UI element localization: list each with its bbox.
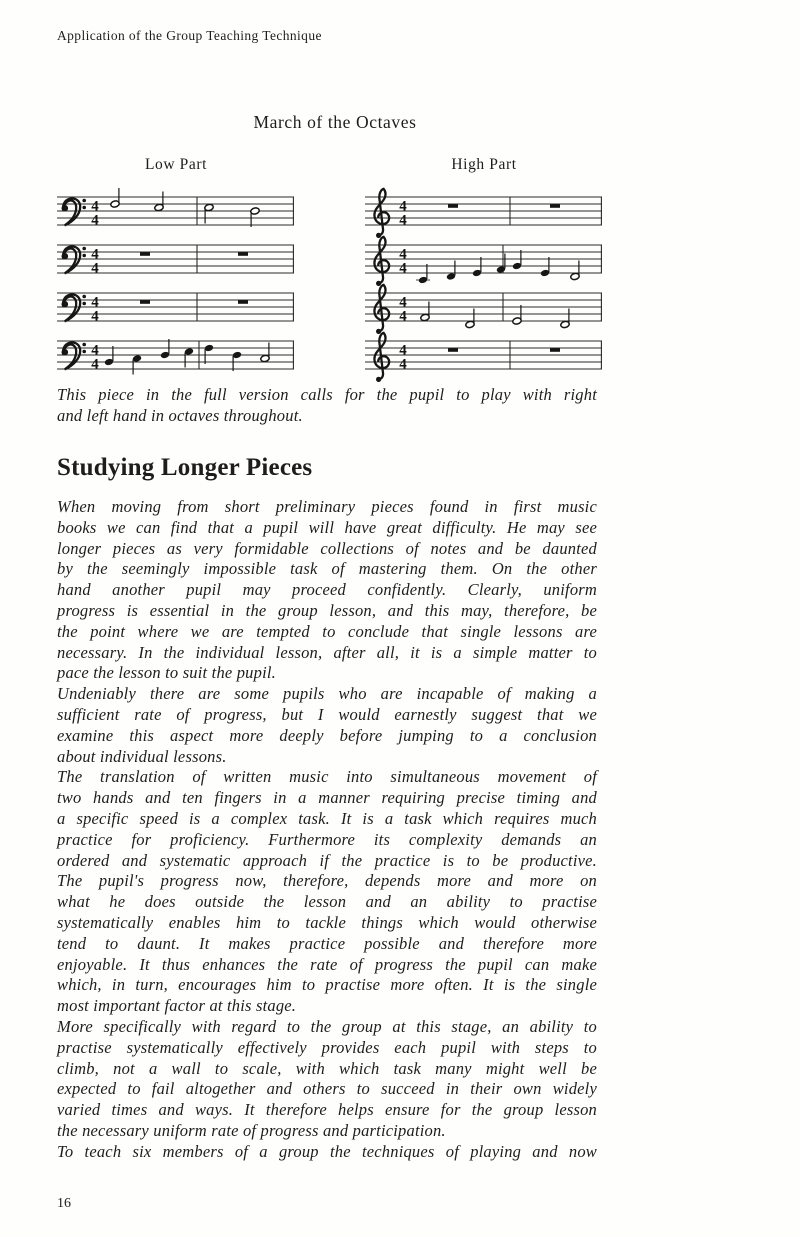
time-signature-upper: 4 [91, 246, 99, 263]
bass-clef-icon [63, 342, 80, 369]
time-signature-upper: 4 [91, 294, 99, 311]
text-line: This piece in the full version calls for the pupil to play with right [57, 385, 597, 404]
treble-clef-icon [374, 285, 389, 331]
text-line: expected to fail altogether and others to succeed in their own widely [57, 1079, 597, 1099]
paragraph [57, 767, 597, 871]
time-signature-lower: 4 [91, 356, 99, 373]
bass-clef-icon [63, 246, 80, 273]
text-line: ordered and systematic approach if the practice is to be productive. [57, 850, 597, 870]
high-part-staves [365, 185, 603, 387]
bass-clef-icon [63, 198, 80, 225]
score-title: March of the Octaves [253, 112, 417, 132]
text-line: which, in turn, encourages him to practise more often. It is the single [57, 975, 597, 995]
text-line: what he does outside the lesson and an ability to practise [57, 892, 597, 912]
whole-rest [140, 300, 150, 304]
time-signature-lower: 4 [399, 308, 407, 325]
paragraph [57, 871, 597, 1017]
paragraph [57, 1017, 597, 1142]
low-part-staves [57, 185, 295, 387]
time-signature-lower: 4 [91, 308, 99, 325]
text-line: about individual lessons. [57, 746, 227, 766]
staff-high-4 [365, 329, 603, 387]
text-line: by the seemingly impossible task of mastering them. On the other [57, 559, 597, 579]
time-signature-lower: 4 [91, 212, 99, 229]
paragraph [57, 497, 597, 684]
bass-clef-icon [63, 294, 80, 321]
treble-clef-icon [374, 237, 389, 283]
time-signature-lower: 4 [399, 212, 407, 229]
section-heading: Studying Longer Pieces [57, 454, 313, 481]
time-signature-upper: 4 [399, 246, 407, 263]
text-line: and left hand in octaves throughout. [57, 406, 303, 425]
text-line: the point where we are tempted to conclude that single lessons are [57, 621, 597, 641]
text-line: systematically enables him to tackle things which would otherwise [57, 912, 597, 932]
whole-rest [238, 252, 248, 256]
time-signature-upper: 4 [399, 342, 407, 359]
whole-rest [238, 300, 248, 304]
whole-rest [550, 204, 560, 208]
treble-clef-icon [374, 189, 389, 235]
text-line: varied times and ways. It therefore helps ensure for the group lesson [57, 1100, 597, 1120]
text-line: books we can find that a pupil will have great difficulty. He may see [57, 517, 597, 537]
text-line: tend to daunt. It makes practice possible and therefore more [57, 933, 597, 953]
text-line: When moving from short preliminary pieces found in first music [57, 497, 597, 516]
time-signature-lower: 4 [399, 356, 407, 373]
text-line: climb, not a wall to scale, with which task many might well be [57, 1058, 597, 1078]
running-header: Application of the Group Teaching Technique [57, 28, 322, 43]
time-signature-lower: 4 [399, 260, 407, 277]
text-line: To teach six members of a group the techniques of playing and now [57, 1141, 597, 1161]
text-line: examine this aspect more deeply before jumping to a conclusion [57, 725, 597, 745]
text-line: progress is essential in the group lesson, and this may, therefore, be [57, 600, 597, 620]
body-text [57, 497, 597, 1163]
text-line: practice for proficiency. Furthermore its complexity demands an [57, 829, 597, 849]
whole-rest [448, 204, 458, 208]
page-number: 16 [57, 1196, 71, 1211]
time-signature-lower: 4 [91, 260, 99, 277]
text-line: The translation of written music into simultaneous movement of [57, 767, 597, 787]
whole-rest [448, 348, 458, 352]
staff-low-4 [57, 329, 295, 387]
text-line: longer pieces as very formidable collections of notes and be daunted [57, 538, 597, 558]
text-line: pace the lesson to suit the pupil. [57, 663, 276, 683]
paragraph [57, 684, 597, 767]
score-caption [57, 384, 597, 426]
paragraph [57, 1142, 597, 1163]
text-line: most important factor at this stage. [57, 996, 297, 1016]
time-signature-upper: 4 [399, 294, 407, 311]
text-line: practise systematically effectively provides each pupil with steps to [57, 1037, 597, 1057]
time-signature-upper: 4 [91, 198, 99, 215]
text-line: the necessary uniform rate of progress and participation. [57, 1120, 446, 1140]
text-line: two hands and ten fingers in a manner requiring precise timing and [57, 788, 597, 808]
text-line: hand another pupil may proceed confidently. Clearly, uniform [57, 580, 597, 600]
music-score [57, 185, 603, 387]
time-signature-upper: 4 [399, 198, 407, 215]
time-signature-upper: 4 [91, 342, 99, 359]
text-line: necessary. In the individual lesson, after all, it is a simple matter to [57, 642, 597, 662]
whole-rest [550, 348, 560, 352]
text-line: More specifically with regard to the group at this stage, an ability to [57, 1016, 597, 1036]
text-line: Undeniably there are some pupils who are incapable of making a [57, 684, 597, 704]
low-part-label: Low Part [144, 156, 208, 173]
text-line: enjoyable. It thus enhances the rate of progress the pupil can make [57, 954, 597, 974]
treble-clef-icon [374, 333, 389, 379]
text-line: The pupil's progress now, therefore, depends more and more on [57, 871, 597, 891]
whole-rest [140, 252, 150, 256]
high-part-label: High Part [451, 156, 517, 173]
text-line: a specific speed is a complex task. It is a task which requires much [57, 808, 597, 828]
text-line: sufficient rate of progress, but I would earnestly suggest that we [57, 704, 597, 724]
